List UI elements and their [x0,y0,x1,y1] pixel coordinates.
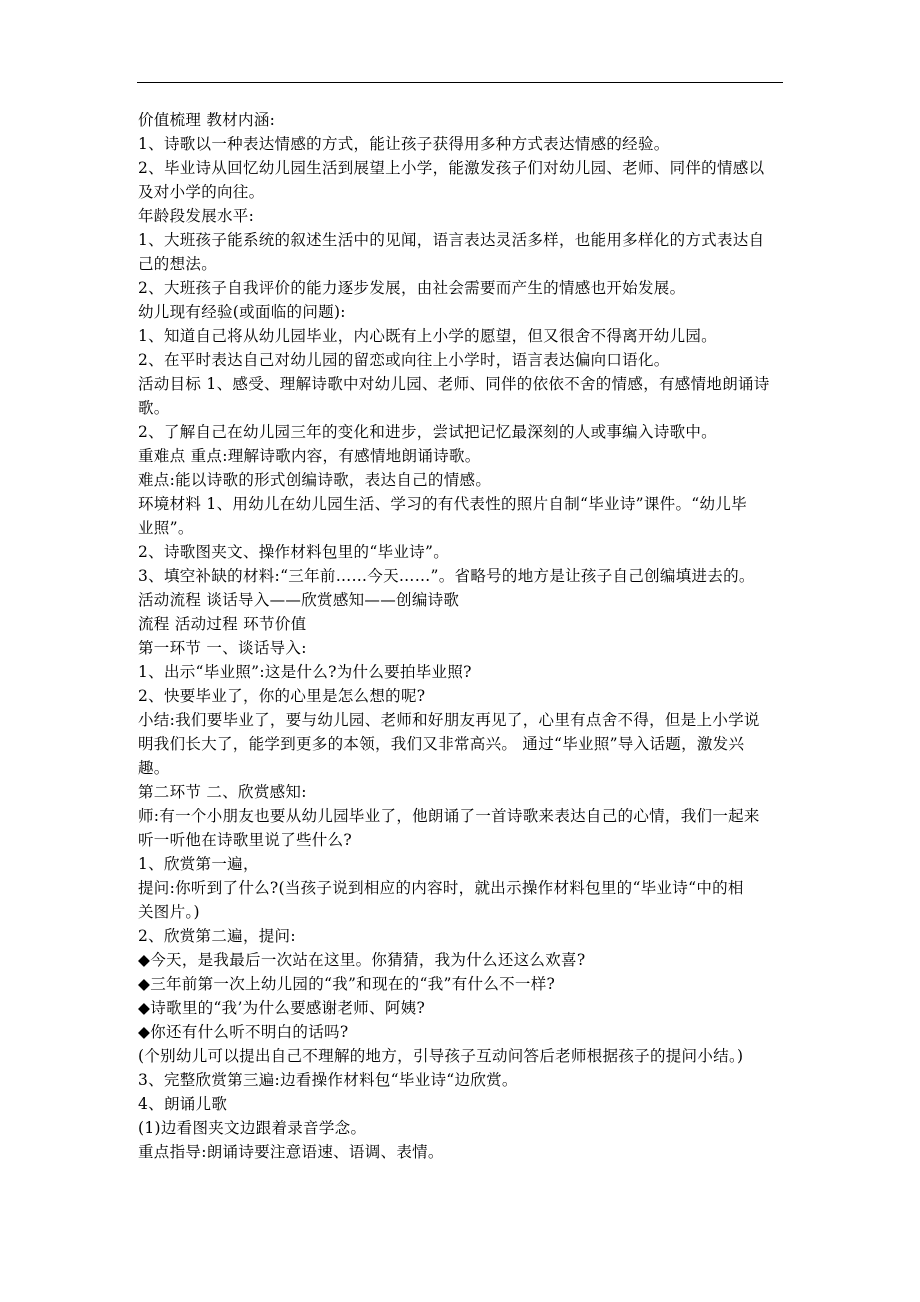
text-line: 2、大班孩子自我评价的能力逐步发展，由社会需要而产生的情感也开始发展。 [138,279,686,297]
document-body [138,108,788,1164]
text-line: 歌。 [138,399,170,417]
text-line: 1、知道自己将从幼儿园毕业，内心既有上小学的愿望，但又很舍不得离开幼儿园。 [138,327,717,345]
text-line: 2、诗歌图夹文、操作材料包里的“毕业诗”。 [138,543,450,561]
text-line: 1、大班孩子能系统的叙述生活中的见闻，语言表达灵活多样，也能用多样化的方式表达自 [138,231,765,249]
text-line: ◆诗歌里的“我’为什么要感谢老师、阿姨? [138,999,426,1017]
text-line: 幼儿现有经验(或面临的问题): [138,303,346,321]
text-line: 2、在平时表达自己对幼儿园的留恋或向往上小学时，语言表达偏向口语化。 [138,351,670,369]
text-line: 1、诗歌以一种表达情感的方式，能让孩子获得用多种方式表达情感的经验。 [138,135,670,153]
text-line: 第一环节 一、谈话导入: [138,639,307,657]
text-line: 1、出示“毕业照”:这是什么?为什么要拍毕业照? [138,663,472,681]
text-line: 2、快要毕业了，你的心里是怎么想的呢? [138,687,426,705]
text-line: (1)边看图夹文边跟着录音学念。 [138,1119,367,1137]
header-rule [137,82,783,83]
text-line: 及对小学的向往。 [138,183,265,201]
text-line: 重点指导:朗诵诗要注意语速、语调、表情。 [138,1143,444,1161]
text-line: 提问:你听到了什么?(当孩子说到相应的内容时，就出示操作材料包里的“毕业诗“中的相 [138,879,744,897]
text-line: 年龄段发展水平: [138,207,255,225]
text-line: 2、欣赏第二遍，提问: [138,927,296,945]
text-line: 趣。 [138,759,170,777]
text-line: 业照”。 [138,519,194,537]
text-line: 活动目标 1、感受、理解诗歌中对幼儿园、老师、同伴的依依不舍的情感，有感情地朗诵诗 [138,375,770,393]
text-line: 2、了解自己在幼儿园三年的变化和进步，尝试把记忆最深刻的人或事编入诗歌中。 [138,423,717,441]
text-line: 关图片。) [138,903,200,921]
text-line: 4、朗诵儿歌 [138,1095,228,1113]
text-line: 2、毕业诗从回忆幼儿园生活到展望上小学，能激发孩子们对幼儿园、老师、同伴的情感以 [138,159,765,177]
text-line: 第二环节 二、欣赏感知: [138,783,307,801]
text-line: 活动流程 谈话导入——欣赏感知——创编诗歌 [138,591,460,609]
text-line: 小结:我们要毕业了，要与幼儿园、老师和好朋友再见了，心里有点舍不得，但是上小学说 [138,711,760,729]
text-line: 3、完整欣赏第三遍:边看操作材料包“毕业诗“边欣赏。 [138,1071,518,1089]
text-line: ◆今天，是我最后一次站在这里。你猜猜，我为什么还这么欢喜? [138,951,586,969]
text-line: ◆三年前第一次上幼儿园的“我”和现在的“我”有什么不一样? [138,975,556,993]
text-line: 3、填空补缺的材料:“三年前……今天……”。省略号的地方是让孩子自己创编填进去的。 [138,567,755,585]
text-line: 难点:能以诗歌的形式创编诗歌，表达自己的情感。 [138,471,492,489]
text-line: 1、欣赏第一遍， [138,855,259,873]
text-line: 己的想法。 [138,255,218,273]
text-line: 环境材料 1、用幼儿在幼儿园生活、学习的有代表性的照片自制“毕业诗”课件。“幼儿毕 [138,495,747,513]
text-line: 流程 活动过程 环节价值 [138,615,307,633]
text-line: 价值梳理 教材内涵: [138,111,276,129]
text-line: 重难点 重点:理解诗歌内容，有感情地朗诵诗歌。 [138,447,481,465]
text-line: (个别幼儿可以提出自己不理解的地方，引导孩子互动问答后老师根据孩子的提问小结。) [138,1047,744,1065]
text-line: 听一听他在诗歌里说了些什么? [138,831,353,849]
text-line: ◆你还有什么听不明白的话吗? [138,1023,349,1041]
text-line: 师:有一个小朋友也要从幼儿园毕业了，他朗诵了一首诗歌来表达自己的心情，我们一起来 [138,807,760,825]
text-line: 明我们长大了，能学到更多的本领，我们又非常高兴。 通过“毕业照”导入话题，激发兴 [138,735,745,753]
